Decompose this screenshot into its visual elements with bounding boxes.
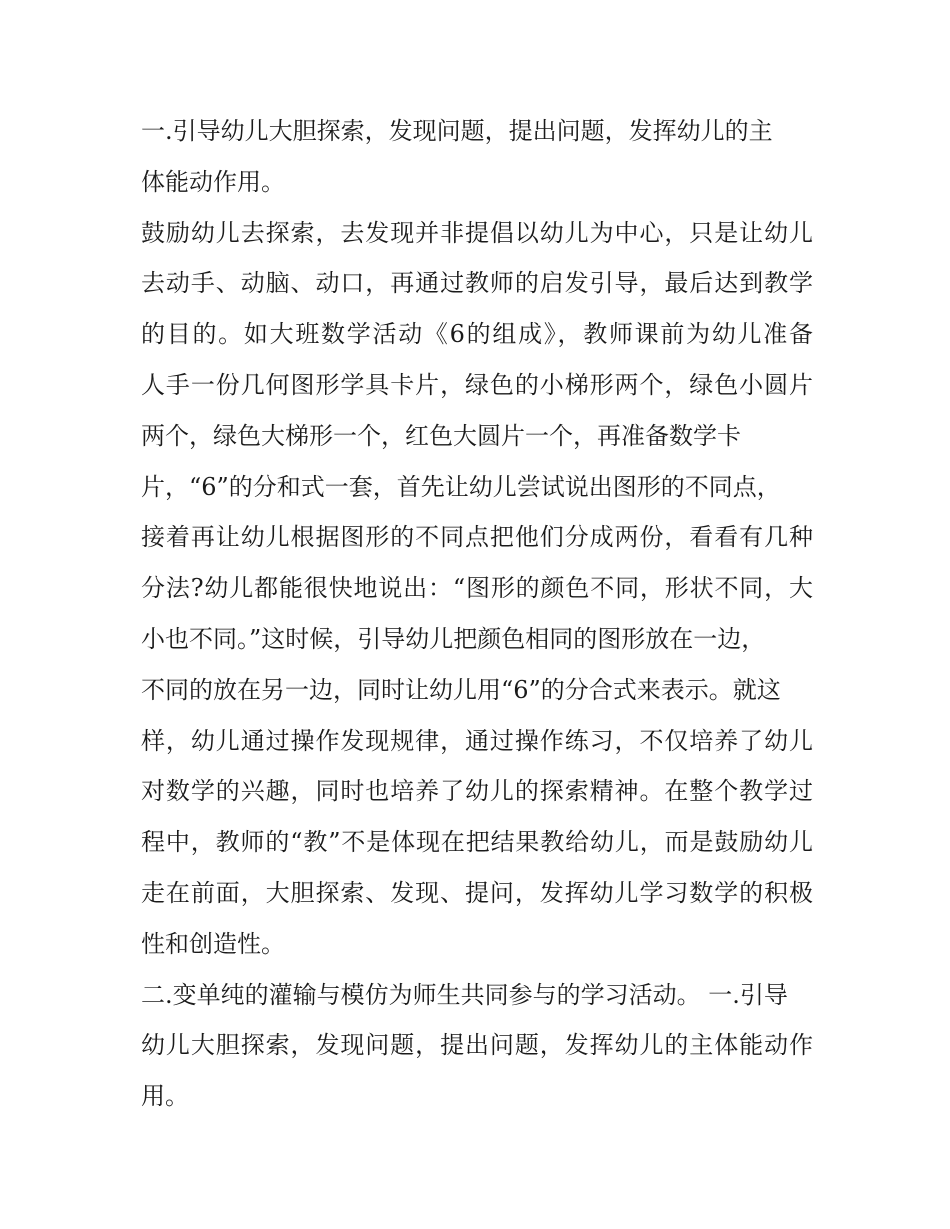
text-line: 分法?幼儿都能很快地说出：“图形的颜色不同，形状不同，大 — [141, 574, 813, 603]
text-line: 幼儿大胆探索，发现问题，提出问题，发挥幼儿的主体能动作 — [141, 1031, 813, 1060]
text-line: 走在前面，大胆探索、发现、提问，发挥幼儿学习数学的积极 — [141, 878, 813, 907]
text-line: 用。 — [141, 1082, 189, 1111]
text-line: 两个，绿色大梯形一个，红色大圆片一个，再准备数学卡 — [141, 421, 741, 450]
text-line: 对数学的兴趣，同时也培养了幼儿的探索精神。在整个教学过 — [141, 777, 813, 806]
text-line: 小也不同。”这时候，引导幼儿把颜色相同的图形放在一边， — [141, 624, 766, 653]
text-line: 去动手、动脑、动口，再通过教师的启发引导，最后达到教学 — [141, 269, 813, 298]
text-line: 一.引导幼儿大胆探索，发现问题，提出问题，发挥幼儿的主 — [141, 117, 773, 145]
text-line: 性和创造性。 — [141, 929, 285, 958]
text-line: 的目的。如大班数学活动《6的组成》，教师课前为幼儿准备 — [141, 320, 813, 349]
document-body — [141, 106, 813, 1122]
text-line: 鼓励幼儿去探索，去发现并非提倡以幼儿为中心，只是让幼儿 — [141, 218, 813, 247]
text-line: 接着再让幼儿根据图形的不同点把他们分成两份，看看有几种 — [141, 523, 813, 552]
text-line: 二.变单纯的灌输与模仿为师生共同参与的学习活动。 一.引导 — [141, 980, 788, 1009]
text-line: 样，幼儿通过操作发现规律，通过操作练习，不仅培养了幼儿 — [141, 726, 813, 755]
text-line: 片，“6”的分和式一套，首先让幼儿尝试说出图形的不同点， — [141, 472, 781, 501]
text-line: 人手一份几何图形学具卡片，绿色的小梯形两个，绿色小圆片 — [141, 370, 813, 399]
text-line: 程中，教师的“教”不是体现在把结果教给幼儿，而是鼓励幼儿 — [141, 828, 813, 857]
text-line: 不同的放在另一边，同时让幼儿用“6”的分合式来表示。就这 — [141, 675, 781, 704]
text-line: 体能动作用。 — [141, 167, 285, 196]
